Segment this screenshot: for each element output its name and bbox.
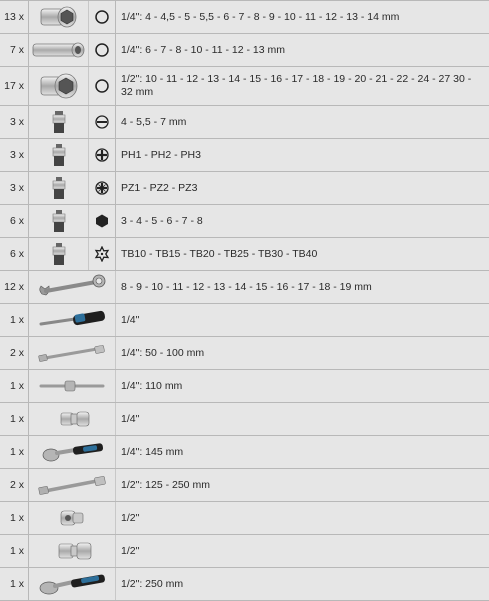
bit-icon — [29, 205, 89, 237]
table-row — [0, 238, 489, 271]
table-row — [0, 1, 489, 34]
table-row — [0, 139, 489, 172]
quantity: 3 x — [0, 139, 29, 171]
socket-icon — [29, 67, 89, 105]
description: 1/4": 6 - 7 - 8 - 10 - 11 - 12 - 13 mm — [121, 43, 286, 56]
table-row — [0, 535, 489, 568]
screwdriver-handle-icon — [29, 304, 116, 336]
description: 1/4": 50 - 100 mm — [121, 346, 205, 359]
bit-icon — [29, 139, 89, 171]
table-row — [0, 469, 489, 502]
quantity: 7 x — [0, 34, 29, 66]
ring-icon — [89, 1, 116, 33]
quantity: 1 x — [0, 436, 29, 468]
pozidriv-icon — [89, 172, 116, 204]
description: PH1 - PH2 - PH3 — [121, 148, 201, 161]
description: 1/2": 125 - 250 mm — [121, 478, 210, 491]
ring-icon — [89, 34, 116, 66]
deep-socket-icon — [29, 34, 89, 66]
universal-joint-icon — [29, 535, 116, 567]
quantity: 1 x — [0, 535, 29, 567]
table-row — [0, 205, 489, 238]
description: 1/2": 250 mm — [121, 577, 184, 590]
ratchet-icon — [29, 568, 116, 600]
slotted-icon — [89, 106, 116, 138]
adapter-icon — [29, 502, 116, 534]
table-row — [0, 106, 489, 139]
torx-icon — [89, 238, 116, 270]
quantity: 1 x — [0, 568, 29, 600]
hex-icon — [89, 205, 116, 237]
description: PZ1 - PZ2 - PZ3 — [121, 181, 198, 194]
quantity: 1 x — [0, 403, 29, 435]
description: TB10 - TB15 - TB20 - TB25 - TB30 - TB40 — [121, 247, 318, 260]
t-handle-icon — [29, 370, 116, 402]
table-row — [0, 271, 489, 304]
quantity: 13 x — [0, 1, 29, 33]
quantity: 12 x — [0, 271, 29, 303]
quantity: 1 x — [0, 502, 29, 534]
description: 1/2" — [121, 544, 140, 557]
quantity: 6 x — [0, 205, 29, 237]
extension-bar-icon — [29, 469, 116, 501]
phillips-icon — [89, 139, 116, 171]
table-row — [0, 370, 489, 403]
ratchet-icon — [29, 436, 116, 468]
extension-bar-icon — [29, 337, 116, 369]
table-row — [0, 34, 489, 67]
table-row — [0, 67, 489, 106]
bit-icon — [29, 238, 89, 270]
bit-icon — [29, 106, 89, 138]
table-row — [0, 436, 489, 469]
description: 3 - 4 - 5 - 6 - 7 - 8 — [121, 214, 203, 227]
combination-wrench-icon — [29, 271, 116, 303]
table-row — [0, 172, 489, 205]
quantity: 1 x — [0, 370, 29, 402]
quantity: 2 x — [0, 469, 29, 501]
table-row — [0, 304, 489, 337]
table-row — [0, 502, 489, 535]
table-row — [0, 337, 489, 370]
quantity: 1 x — [0, 304, 29, 336]
description: 1/2": 10 - 11 - 12 - 13 - 14 - 15 - 16 - 17 - 18 - 19 - 20 - 21 - 22 - 24 - 27 30 - 32 mm — [121, 73, 472, 98]
socket-icon — [29, 1, 89, 33]
quantity: 6 x — [0, 238, 29, 270]
quantity: 3 x — [0, 106, 29, 138]
ring-icon — [89, 67, 116, 105]
description: 1/4": 4 - 4,5 - 5 - 5,5 - 6 - 7 - 8 - 9 - 10 - 11 - 12 - 13 - 14 mm — [121, 10, 400, 23]
description: 4 - 5,5 - 7 mm — [121, 115, 187, 128]
description: 1/4": 110 mm — [121, 379, 183, 392]
description: 1/4" — [121, 412, 140, 425]
description: 1/2" — [121, 511, 140, 524]
description: 8 - 9 - 10 - 11 - 12 - 13 - 14 - 15 - 16 - 17 - 18 - 19 mm — [121, 280, 372, 293]
quantity: 17 x — [0, 67, 29, 105]
universal-joint-icon — [29, 403, 116, 435]
description: 1/4" — [121, 313, 140, 326]
bit-icon — [29, 172, 89, 204]
table-row — [0, 568, 489, 601]
table-row — [0, 403, 489, 436]
quantity: 3 x — [0, 172, 29, 204]
description: 1/4": 145 mm — [121, 445, 184, 458]
quantity: 2 x — [0, 337, 29, 369]
